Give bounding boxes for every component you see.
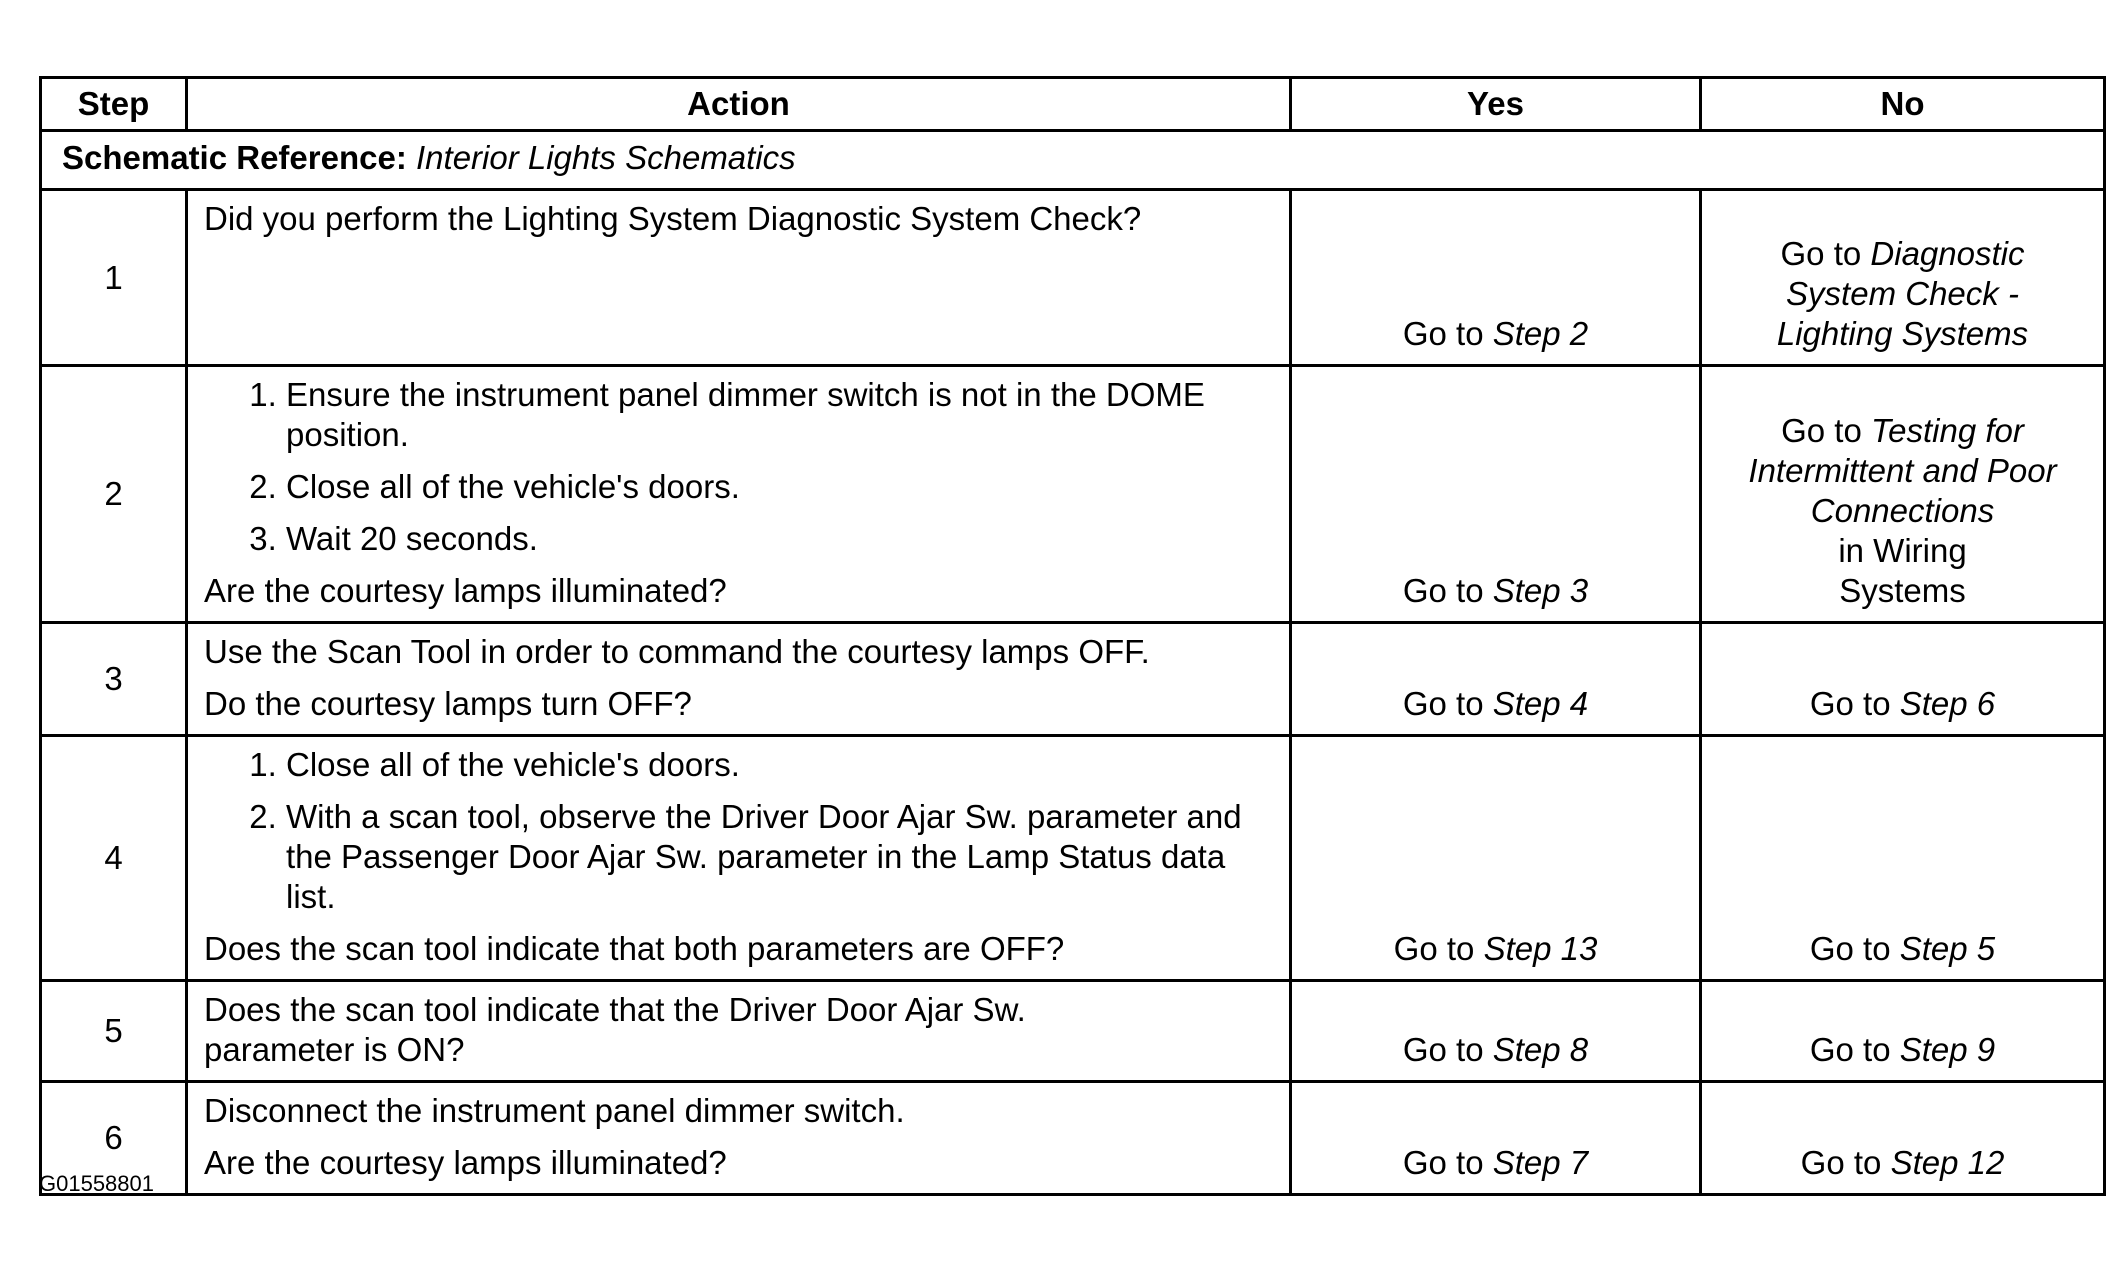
question-text: Do the courtesy lamps turn OFF?: [204, 685, 692, 722]
yes-cell: [1291, 736, 1701, 981]
figure-code: G01558801: [39, 1171, 154, 1196]
goto-prefix: Go to: [1809, 930, 1891, 967]
no-step-link[interactable]: Step 6: [1899, 685, 1996, 722]
yes-step-link[interactable]: Step 3: [1492, 572, 1589, 609]
schematic-reference-row: [41, 131, 2105, 190]
yes-cell: [1291, 190, 1701, 366]
step-number: 1: [41, 190, 187, 366]
step-number: 2: [41, 366, 187, 623]
table-row: [41, 366, 2105, 623]
schematic-reference-label: Schematic Reference:: [62, 139, 407, 176]
no-link-line[interactable]: Intermittent and Poor: [1748, 452, 2057, 489]
goto-prefix: Go to: [1402, 685, 1484, 722]
header-yes: Yes: [1291, 78, 1701, 131]
goto-prefix: Go to: [1809, 1031, 1891, 1068]
question-text: Does the scan tool indicate that the Driver Door Ajar Sw. parameter is ON?: [204, 991, 1026, 1068]
goto-prefix: Go to: [1402, 1144, 1484, 1181]
no-link-line[interactable]: Testing for: [1871, 412, 2024, 449]
goto-prefix: Go to: [1800, 1144, 1882, 1181]
question-text: Does the scan tool indicate that both parameters are OFF?: [204, 930, 1065, 967]
no-step-link[interactable]: Step 12: [1890, 1144, 2005, 1181]
no-step-link[interactable]: Step 5: [1899, 930, 1996, 967]
no-cell: [1701, 736, 2105, 981]
goto-prefix: Go to: [1402, 315, 1484, 352]
yes-step-link[interactable]: Step 4: [1492, 685, 1589, 722]
no-cell: [1701, 623, 2105, 736]
no-link-line[interactable]: Connections: [1810, 492, 1995, 529]
action-cell: [187, 623, 1291, 736]
action-cell: [187, 366, 1291, 623]
no-text-line: in Wiring: [1838, 532, 1967, 569]
yes-cell: [1291, 623, 1701, 736]
table-row: [41, 623, 2105, 736]
substep-item: 1. Close all of the vehicle's doors.: [286, 745, 1273, 785]
goto-prefix: Go to: [1402, 1031, 1484, 1068]
step-number: 3: [41, 623, 187, 736]
yes-cell: [1291, 981, 1701, 1082]
yes-step-link[interactable]: Step 7: [1492, 1144, 1589, 1181]
substep-item: 2. Close all of the vehicle's doors.: [286, 467, 1273, 507]
goto-prefix: Go to: [1393, 930, 1475, 967]
substep-item: 1. Ensure the instrument panel dimmer switch is not in the DOME position.: [286, 375, 1273, 455]
substep-list: [204, 375, 1273, 559]
schematic-reference: [41, 131, 2105, 190]
goto-prefix: Go to: [1402, 572, 1484, 609]
instruction-text: Use the Scan Tool in order to command the courtesy lamps OFF.: [204, 633, 1150, 670]
yes-step-link[interactable]: Step 8: [1492, 1031, 1589, 1068]
step-number: 4: [41, 736, 187, 981]
header-step: Step: [41, 78, 187, 131]
no-link-line[interactable]: Lighting Systems: [1776, 315, 2029, 352]
question-text: Did you perform the Lighting System Diagnostic System Check?: [204, 200, 1142, 237]
table-row: [41, 190, 2105, 366]
no-cell: [1701, 190, 2105, 366]
no-link-line[interactable]: System Check -: [1786, 275, 2019, 312]
step-number: 6: [41, 1082, 187, 1195]
step-number: 5: [41, 981, 187, 1082]
substep-list: [204, 745, 1273, 917]
table-row: [41, 981, 2105, 1082]
goto-prefix: Go to: [1809, 685, 1891, 722]
schematic-reference-link[interactable]: Interior Lights Schematics: [416, 139, 796, 176]
substep-item: 2. With a scan tool, observe the Driver Door Ajar Sw. parameter and the Passenger Door Ajar Sw. parameter in the Lamp Status data list.: [286, 797, 1273, 917]
action-cell: [187, 190, 1291, 366]
table-row: [41, 736, 2105, 981]
yes-cell: [1291, 1082, 1701, 1195]
table-row: [41, 1082, 2105, 1195]
action-cell: [187, 981, 1291, 1082]
diagnostic-table: [39, 76, 2106, 1196]
yes-cell: [1291, 366, 1701, 623]
action-cell: [187, 1082, 1291, 1195]
question-text: Are the courtesy lamps illuminated?: [204, 1144, 727, 1181]
question-text: Are the courtesy lamps illuminated?: [204, 572, 727, 609]
no-cell: [1701, 366, 2105, 623]
header-no: No: [1701, 78, 2105, 131]
no-text-line: Systems: [1839, 572, 1966, 609]
header-row: [41, 78, 2105, 131]
substep-item: 3. Wait 20 seconds.: [286, 519, 1273, 559]
goto-prefix: Go to: [1780, 235, 1862, 272]
no-link-line[interactable]: Diagnostic: [1870, 235, 2025, 272]
action-cell: [187, 736, 1291, 981]
no-cell: [1701, 981, 2105, 1082]
goto-prefix: Go to: [1781, 412, 1862, 449]
header-action: Action: [187, 78, 1291, 131]
instruction-text: Disconnect the instrument panel dimmer switch.: [204, 1092, 905, 1129]
no-step-link[interactable]: Step 9: [1899, 1031, 1996, 1068]
yes-step-link[interactable]: Step 13: [1483, 930, 1598, 967]
yes-step-link[interactable]: Step 2: [1492, 315, 1589, 352]
no-cell: [1701, 1082, 2105, 1195]
